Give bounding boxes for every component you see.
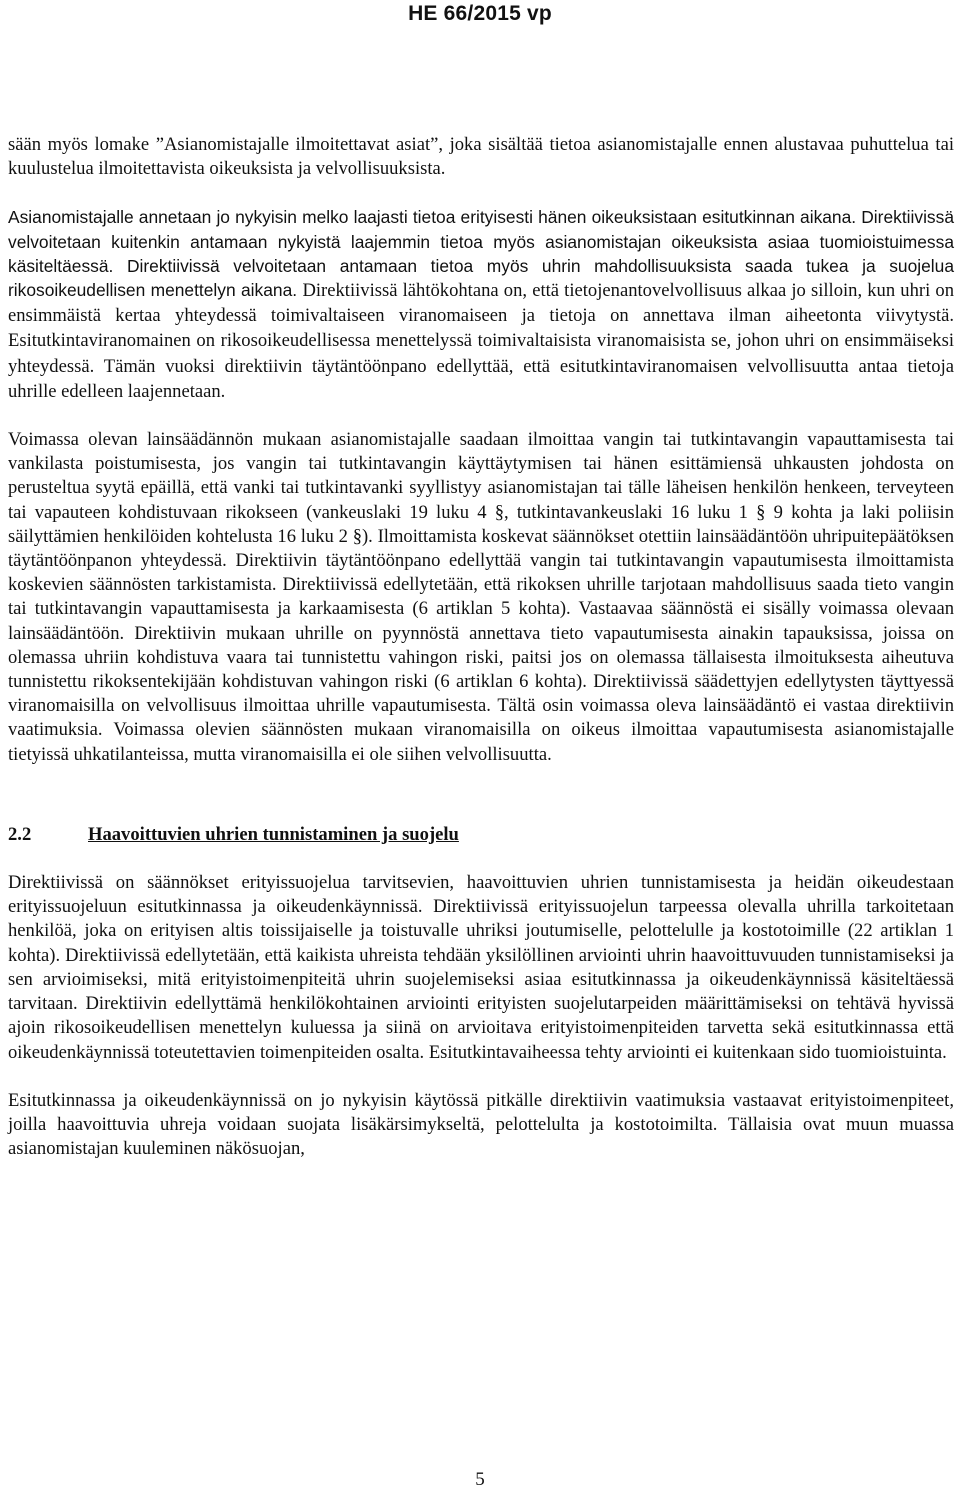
document-header: HE 66/2015 vp <box>408 2 552 25</box>
page-number: 5 <box>475 1469 485 1490</box>
paragraph-rights-info-text: Asianomistajalle annetaan jo nykyisin melko laajasti tietoa erityisesti hänen oikeuksistaan esitutkinnan aikana. Direktiivissä velvoitetaan kuitenkin antamaan nykyistä laajemmin tietoa myös asianomistajan oikeuksista asiaa tuomioistuimessa käsiteltäessä. Direktiivissä velvoitetaan antamaan tietoa myös uhrin mahdollisuuksista saada tukea ja suojelua rikosoikeudellisen menettelyn aikana. <box>8 207 954 301</box>
section-title: Haavoittuvien uhrien tunnistaminen ja suojelu <box>88 823 459 845</box>
paragraph-rights-info <box>8 205 954 404</box>
paragraph-vulnerable-victims: Direktiivissä on säännökset erityissuojelua tarvitsevien, haavoittuvien uhrien tunnistamisesta ja heidän oikeudestaan erityissuojeluun esitutkinnassa ja oikeudenkäynnissä. Direktiivissä erityissuojelun tarpeessa olevalla uhrilla tarkoitetaan henkilöä, joka on erityisen altis toissijaiselle ja toistuvalle uhriksi joutumiselle, pelottelulle ja kostotoimille (22 artiklan 1 kohta). Direktiivissä edellytetään, että kaikista uhreista tehdään yksilöllinen arviointi uhrin haavoittuvuuden tunnistamiseksi ja sen arvioimiseksi, mitä erityistoimenpiteitä uhrin suojelemiseksi asiaa esitutkinnassa ja oikeudenkäynnissä käsiteltäessä tarvitaan. Direktiivin edellyttämä henkilökohtainen arviointi erityisten suojelutarpeiden määrittämiseksi on tehtävä hyvissä ajoin rikosoikeudellisen menettelyn kuluessa ja siinä on arvioitava erityistoimenpiteiden tarvetta sekä esitutkinnassa että oikeudenkäynnissä toteutettavien toimenpiteiden osalta. Esitutkintavaiheessa tehty arviointi ei kuitenkaan sido tuomioistuinta. <box>8 872 954 1063</box>
paragraph-info-obligation-text: Direktiivissä lähtökohtana on, että tietojenantovelvollisuus alkaa jo silloin, kun uhri on ensimmäistä kertaa yhteydessä toimivaltaiseen viranomaiseen ja tietoja on annettava ilman aiheetonta viivytystä. Esitutkintaviranomainen on rikosoikeudellisessa menettelyssä toimivaltaisista viranomaisista se, johon uhri on ensimmäiseksi yhteydessä. Tämän vuoksi direktiivin täytäntöönpano edellyttää, että esitutkintaviranomaisen velvollisuutta antaa tietoja uhrille edelleen laajennetaan. <box>8 280 954 402</box>
section-number: 2.2 <box>8 823 32 845</box>
section-heading <box>8 823 954 847</box>
document-body <box>8 133 954 1161</box>
paragraph-release-notification: Voimassa olevan lainsäädännön mukaan asianomistajalle saadaan ilmoittaa vangin tai tutkintavangin vapauttamisesta tai vankilasta poistumisesta, jos vangin tai tutkintavangin käyttäytymisen tai hänen esittämiensä uhkausten johdosta on perusteltua syytä epäillä, että vanki tai tutkintavanki syyllistyy asianomistajan tai tälle läheisen henkilön henkeen, terveyteen tai vapauteen kohdistuvaan rikokseen (vankeuslaki 19 luku 4 §, tutkintavankeuslaki 16 luku 1 § 9 kohta ja laki poliisin säilyttämien henkilöiden kohtelusta 16 luku 2 §). Ilmoittamista koskevat säännökset otettiin lainsäädäntöön uhripuitepäätöksen täytäntöönpanon yhteydessä. Direktiivin täytäntöönpano edellyttää vangin tai tutkintavangin vapautumisesta ilmoittamista koskevien säännösten tarkistamista. Direktiivissä edellytetään, että rikoksen uhrille tarjotaan mahdollisuus saada tieto vangin tai tutkintavangin vapauttamisesta ja karkaamisesta (6 artiklan 5 kohta). Vastaavaa säännöstä ei sisälly voimassa olevaan lainsäädäntöön. Direktiivin mukaan uhrille on pyynnöstä annettava tieto vapautumisesta ainakin tapauksissa, joissa on olemassa uhriin kohdistuva vaara tai tunnistettu vahingon riski, paitsi jos on olemassa tällaisesta ilmoituksesta aiheutuva tunnistettu rikoksentekijään kohdistuvan vahingon riski (6 artiklan 6 kohta). Direktiivissä säädettyjen edellytysten täyttyessä viranomaisilla on velvollisuus ilmoittaa uhrille vapautumisesta. Tältä osin voimassa oleva lainsäädäntö ei vastaa direktiivin vaatimuksia. Voimassa olevien säännösten mukaan viranomaisilla on oikeus ilmoittaa vapautumisesta asianomistajalle tietyissä uhkatilanteissa, mutta viranomaisilla ei ole siihen velvollisuutta. <box>8 429 954 765</box>
paragraph-forms: sään myös lomake ”Asianomistajalle ilmoitettavat asiat”, joka sisältää tietoa asianomistajalle ennen alustavaa puhuttelua tai kuulustelua ilmoitettavista oikeuksista ja velvollisuuksista. <box>8 134 954 180</box>
paragraph-special-measures: Esitutkinnassa ja oikeudenkäynnissä on jo nykyisin käytössä pitkälle direktiivin vaatimuksia vastaavat erityistoimenpiteet, joilla haavoittuvia uhreja voidaan suojata lisäkärsimykseltä, pelottelulta ja kostotoimilta. Tällaisia ovat muun muassa asianomistajan kuuleminen näkösuojan, <box>8 1089 954 1160</box>
